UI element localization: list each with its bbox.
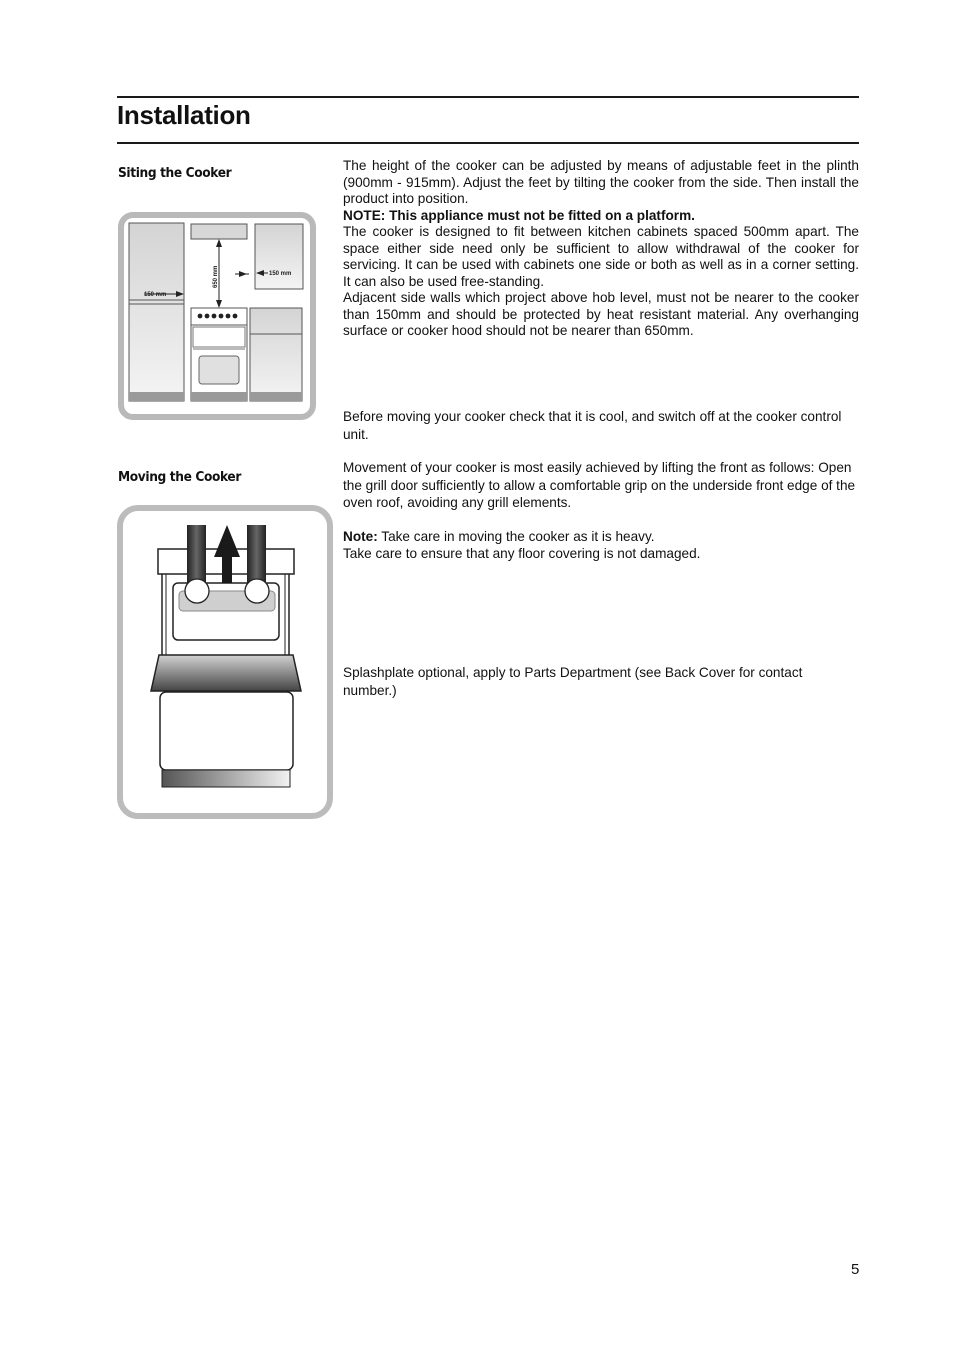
- moving-note-label: Note:: [343, 528, 378, 544]
- left-hand: [185, 579, 209, 603]
- right-gap-label: 150 mm: [269, 271, 292, 277]
- height-label: 650 mm: [213, 265, 219, 288]
- right-hand: [245, 579, 269, 603]
- moving-note: [343, 528, 859, 546]
- siting-paragraph-1: The height of the cooker can be adjusted by means of adjustable feet in the plinth (900mm - 915mm). Adjust the feet by tilting the cooker from the side. Then install the product into position.: [343, 158, 859, 206]
- siting-paragraph-2: The cooker is designed to fit between kitchen cabinets spaced 500mm apart. The space either side need only be sufficient to allow withdrawal of the cooker for servicing. It can be used with cabinets one side or both as well as in a corner setting. It can also be used free-standing.: [343, 224, 859, 289]
- right-wall-cabinet: [255, 224, 303, 289]
- siting-heading: Siting the Cooker: [118, 166, 232, 181]
- header-rule-top: [117, 96, 859, 98]
- siting-note: [343, 208, 859, 225]
- oven-body: [160, 692, 293, 770]
- cooker: [191, 308, 247, 401]
- left-gap-label: 150 mm: [144, 292, 167, 298]
- plinth: [162, 770, 290, 787]
- moving-heading: Moving the Cooker: [118, 470, 241, 485]
- moving-diagram: [117, 505, 333, 819]
- left-arm: [187, 525, 206, 583]
- siting-paragraph-3: Adjacent side walls which project above hob level, must not be nearer to the cooker than 150mm and should be protected by heat resistant material. Any overhanging surface or cooker hood should not be nearer than 650mm.: [343, 290, 859, 338]
- moving-note-text: Take care in moving the cooker as it is heavy.: [377, 528, 655, 544]
- siting-diagram: [118, 212, 316, 420]
- right-base-cabinet: [250, 308, 302, 401]
- moving-paragraph-1: Before moving your cooker check that it is cool, and switch off at the cooker control unit.: [343, 409, 842, 442]
- siting-note-text: NOTE: This appliance must not be fitted on a platform.: [343, 207, 695, 223]
- left-cabinet: [129, 223, 184, 401]
- moving-text: [343, 408, 859, 563]
- header-rule-bottom: [117, 142, 859, 144]
- moving-paragraph-3: Take care to ensure that any floor covering is not damaged.: [343, 546, 701, 561]
- page-number: 5: [851, 1261, 860, 1278]
- right-arm: [247, 525, 266, 583]
- cooker-hood: [191, 224, 247, 239]
- page-title: Installation: [117, 100, 251, 130]
- splashplate-paragraph: Splashplate optional, apply to Parts Department (see Back Cover for contact number.): [343, 665, 803, 698]
- splashplate-text: [343, 664, 859, 699]
- grill-door-open: [151, 655, 301, 691]
- moving-paragraph-2: Movement of your cooker is most easily achieved by lifting the front as follows: Open the grill door sufficiently to allow a comfortable grip on the underside front edge of the oven roof, avoiding any grill elements.: [343, 460, 856, 510]
- siting-text: [343, 158, 859, 340]
